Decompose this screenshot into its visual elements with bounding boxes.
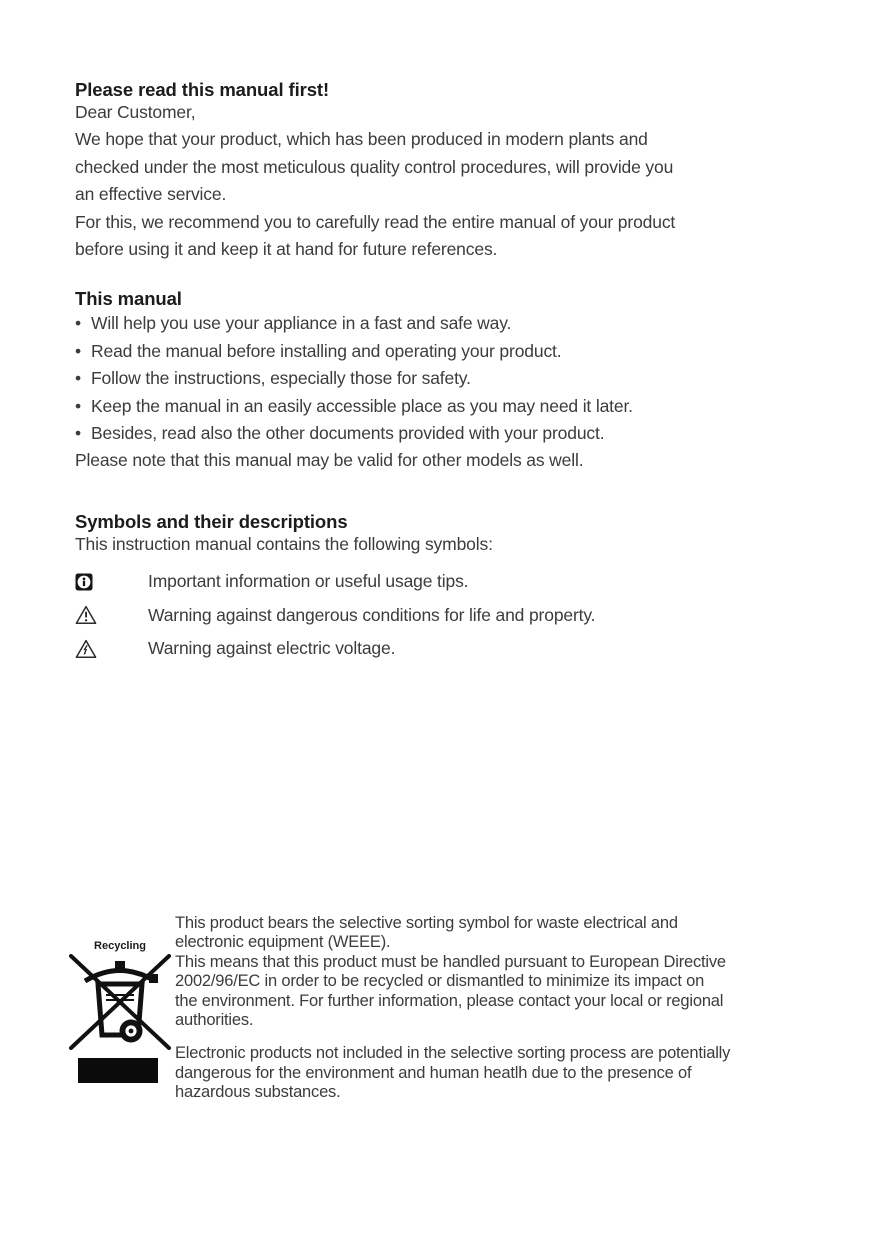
section-heading-this-manual: This manual [75, 288, 182, 310]
weee-symbol-column [68, 940, 172, 1103]
info-icon [75, 573, 148, 591]
symbol-row-electric [75, 632, 801, 665]
paragraph-line: dangerous for the environment and human heatlh due to the presence of [175, 1063, 692, 1082]
list-item [75, 420, 801, 447]
symbol-row-info [75, 565, 801, 598]
bullet-marker: • [75, 368, 81, 389]
manual-note-line: Please note that this manual may be valid for other models as well. [75, 450, 584, 471]
salutation-line: Dear Customer, [75, 102, 196, 122]
list-item [75, 365, 801, 392]
bullet-marker: • [75, 423, 81, 444]
weee-crossed-bin-icon [68, 954, 172, 1050]
paragraph-line: authorities. [175, 1011, 254, 1030]
bullet-marker: • [75, 313, 81, 334]
symbols-intro-line: This instruction manual contains the following symbols: [75, 533, 493, 554]
paragraph-line: This product bears the selective sorting symbol for waste electrical and [175, 914, 678, 932]
list-item [75, 338, 801, 365]
section-heading-symbols: Symbols and their descriptions [75, 510, 348, 532]
recycling-label: Recycling [94, 940, 146, 952]
list-item-text: Keep the manual in an easily accessible place as you may need it later. [91, 395, 633, 416]
page-title: Please read this manual first! [75, 79, 330, 100]
symbol-description: Warning against electric voltage. [148, 638, 396, 659]
paragraph-line: For this, we recommend you to carefully read the entire manual of your product [75, 211, 676, 232]
weee-text-column [175, 914, 803, 1103]
symbols-table [75, 565, 801, 665]
paragraph-line: 2002/96/EC in order to be recycled or dismantled to minimize its impact on [175, 972, 705, 991]
list-item-text: Read the manual before installing and operating your product. [91, 340, 562, 361]
paragraph-line: checked under the most meticulous quality control procedures, will provide you [75, 156, 674, 177]
paragraph-line: the environment. For further information, please contact your local or regional [175, 991, 724, 1010]
list-item-text: Besides, read also the other documents provided with your product. [91, 423, 605, 444]
list-item [75, 310, 801, 337]
weee-paragraph-2 [175, 1044, 803, 1102]
symbol-description: Important information or useful usage tips. [148, 571, 469, 592]
paragraph-line: This means that this product must be handled pursuant to European Directive [175, 952, 726, 971]
paragraph-line: hazardous substances. [175, 1083, 341, 1102]
paragraph-line: electronic equipment (WEEE). [175, 933, 391, 952]
paragraph-line: before using it and keep it at hand for future references. [75, 239, 498, 260]
list-item [75, 393, 801, 420]
paragraph-line: Electronic products not included in the selective sorting process are potentially [175, 1044, 731, 1063]
symbol-row-warning [75, 599, 801, 632]
paragraph-line: We hope that your product, which has been produced in modern plants and [75, 129, 648, 150]
list-item-text: Will help you use your appliance in a fast and safe way. [91, 313, 512, 334]
intro-paragraph-2 [75, 209, 801, 264]
black-bar [78, 1058, 158, 1083]
main-text-column [75, 80, 801, 665]
weee-section [68, 914, 803, 1103]
intro-paragraph-1 [75, 126, 801, 208]
warning-icon [75, 605, 148, 625]
paragraph-line: an effective service. [75, 184, 227, 205]
symbol-description: Warning against dangerous conditions for life and property. [148, 604, 596, 625]
list-item-text: Follow the instructions, especially those for safety. [91, 368, 471, 389]
manual-bullet-list [75, 310, 801, 447]
bullet-marker: • [75, 395, 81, 416]
electric-voltage-warning-icon [75, 639, 148, 659]
bullet-marker: • [75, 340, 81, 361]
weee-paragraph-1 [175, 914, 803, 1030]
